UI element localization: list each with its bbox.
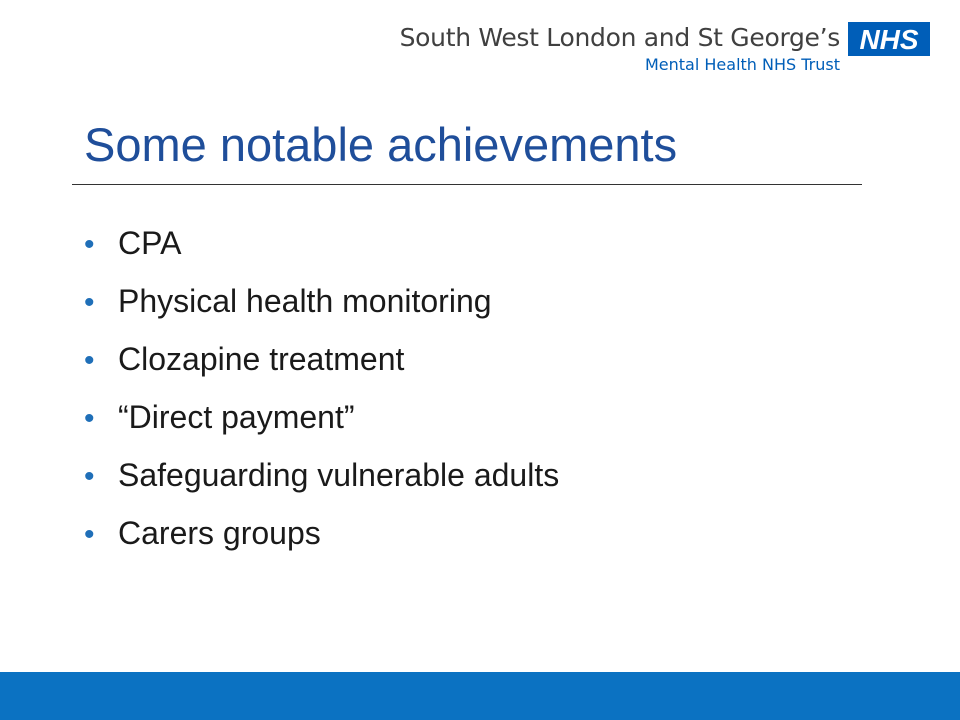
bullet-dot-icon: •	[84, 344, 95, 377]
bullet-list	[84, 214, 559, 562]
title-divider	[72, 184, 862, 185]
org-text	[400, 18, 840, 75]
bullet-dot-icon: •	[84, 228, 95, 261]
bullet-item	[84, 330, 559, 388]
bullet-dot-icon: •	[84, 518, 95, 551]
bullet-dot-icon: •	[84, 286, 95, 319]
bullet-text: “Direct payment”	[118, 399, 355, 435]
bullet-dot-icon: •	[84, 402, 95, 435]
nhs-logo-icon	[848, 22, 930, 56]
org-header	[400, 18, 930, 75]
bullet-item	[84, 504, 559, 562]
bullet-item	[84, 214, 559, 272]
bullet-item	[84, 388, 559, 446]
bullet-item	[84, 272, 559, 330]
bullet-text: Safeguarding vulnerable adults	[118, 457, 560, 493]
bullet-item	[84, 446, 559, 504]
bullet-text: Clozapine treatment	[118, 341, 405, 377]
bullet-text: Carers groups	[118, 515, 321, 551]
slide-title: Some notable achievements	[84, 118, 678, 171]
bullet-text: CPA	[118, 225, 182, 261]
bullet-text: Physical health monitoring	[118, 283, 492, 319]
footer-bar	[0, 672, 960, 720]
nhs-logo-text: NHS	[859, 24, 919, 55]
bullet-dot-icon: •	[84, 460, 95, 493]
org-name: South West London and St George’s	[399, 23, 840, 52]
org-subtitle: Mental Health NHS Trust	[644, 55, 840, 74]
